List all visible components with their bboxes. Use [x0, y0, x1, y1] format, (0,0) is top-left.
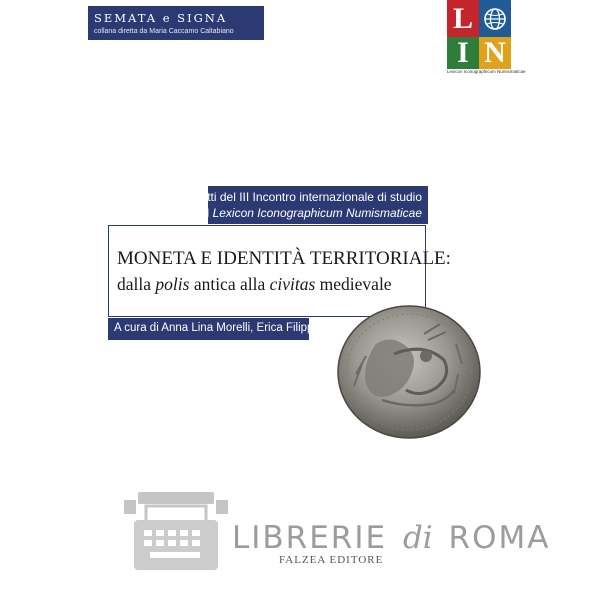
- subtitle-part-1: dalla: [117, 274, 156, 294]
- typewriter-icon: [120, 490, 232, 574]
- atti-line-2-italic: Lexicon Iconographicum Numismaticae: [212, 206, 422, 220]
- publisher-name: FALZEA EDITORE: [279, 554, 384, 566]
- watermark-brand-part-2: ROMA: [436, 520, 551, 556]
- logo-letter-i: I: [447, 37, 479, 69]
- atti-line-2: [193, 206, 422, 220]
- series-subtitle: collana diretta da Maria Caccamo Caltabiano: [94, 28, 234, 35]
- coin-image: [336, 304, 482, 440]
- logo-letter-l: L: [447, 0, 479, 37]
- logo-letter-n: N: [479, 37, 511, 69]
- atti-line-1: Atti del III Incontro internazionale di studio: [199, 190, 422, 204]
- book-subtitle: [117, 274, 392, 295]
- watermark-brand: [232, 520, 550, 556]
- editors-box: [108, 318, 325, 340]
- subtitle-part-2: antica alla: [189, 274, 270, 294]
- subtitle-polis: polis: [155, 274, 190, 294]
- series-banner: [88, 6, 264, 40]
- watermark-brand-part-1: LIBRERIE: [232, 520, 399, 556]
- globe-icon: [479, 0, 511, 37]
- atti-line-2-prefix: del: [193, 206, 213, 220]
- atti-box: [193, 186, 428, 224]
- subtitle-part-3: medievale: [315, 274, 392, 294]
- editors-text: A cura di Anna Lina Morelli, Erica Filippini: [114, 322, 325, 334]
- lin-logo: [447, 0, 526, 74]
- logo-caption: Lexicon Iconographicum Numismaticae: [447, 69, 526, 74]
- watermark-brand-di: di: [402, 520, 433, 556]
- series-title: SEMATA e SIGNA: [94, 11, 228, 25]
- book-title: MONETA E IDENTITÀ TERRITORIALE:: [117, 248, 451, 269]
- subtitle-civitas: civitas: [269, 274, 316, 294]
